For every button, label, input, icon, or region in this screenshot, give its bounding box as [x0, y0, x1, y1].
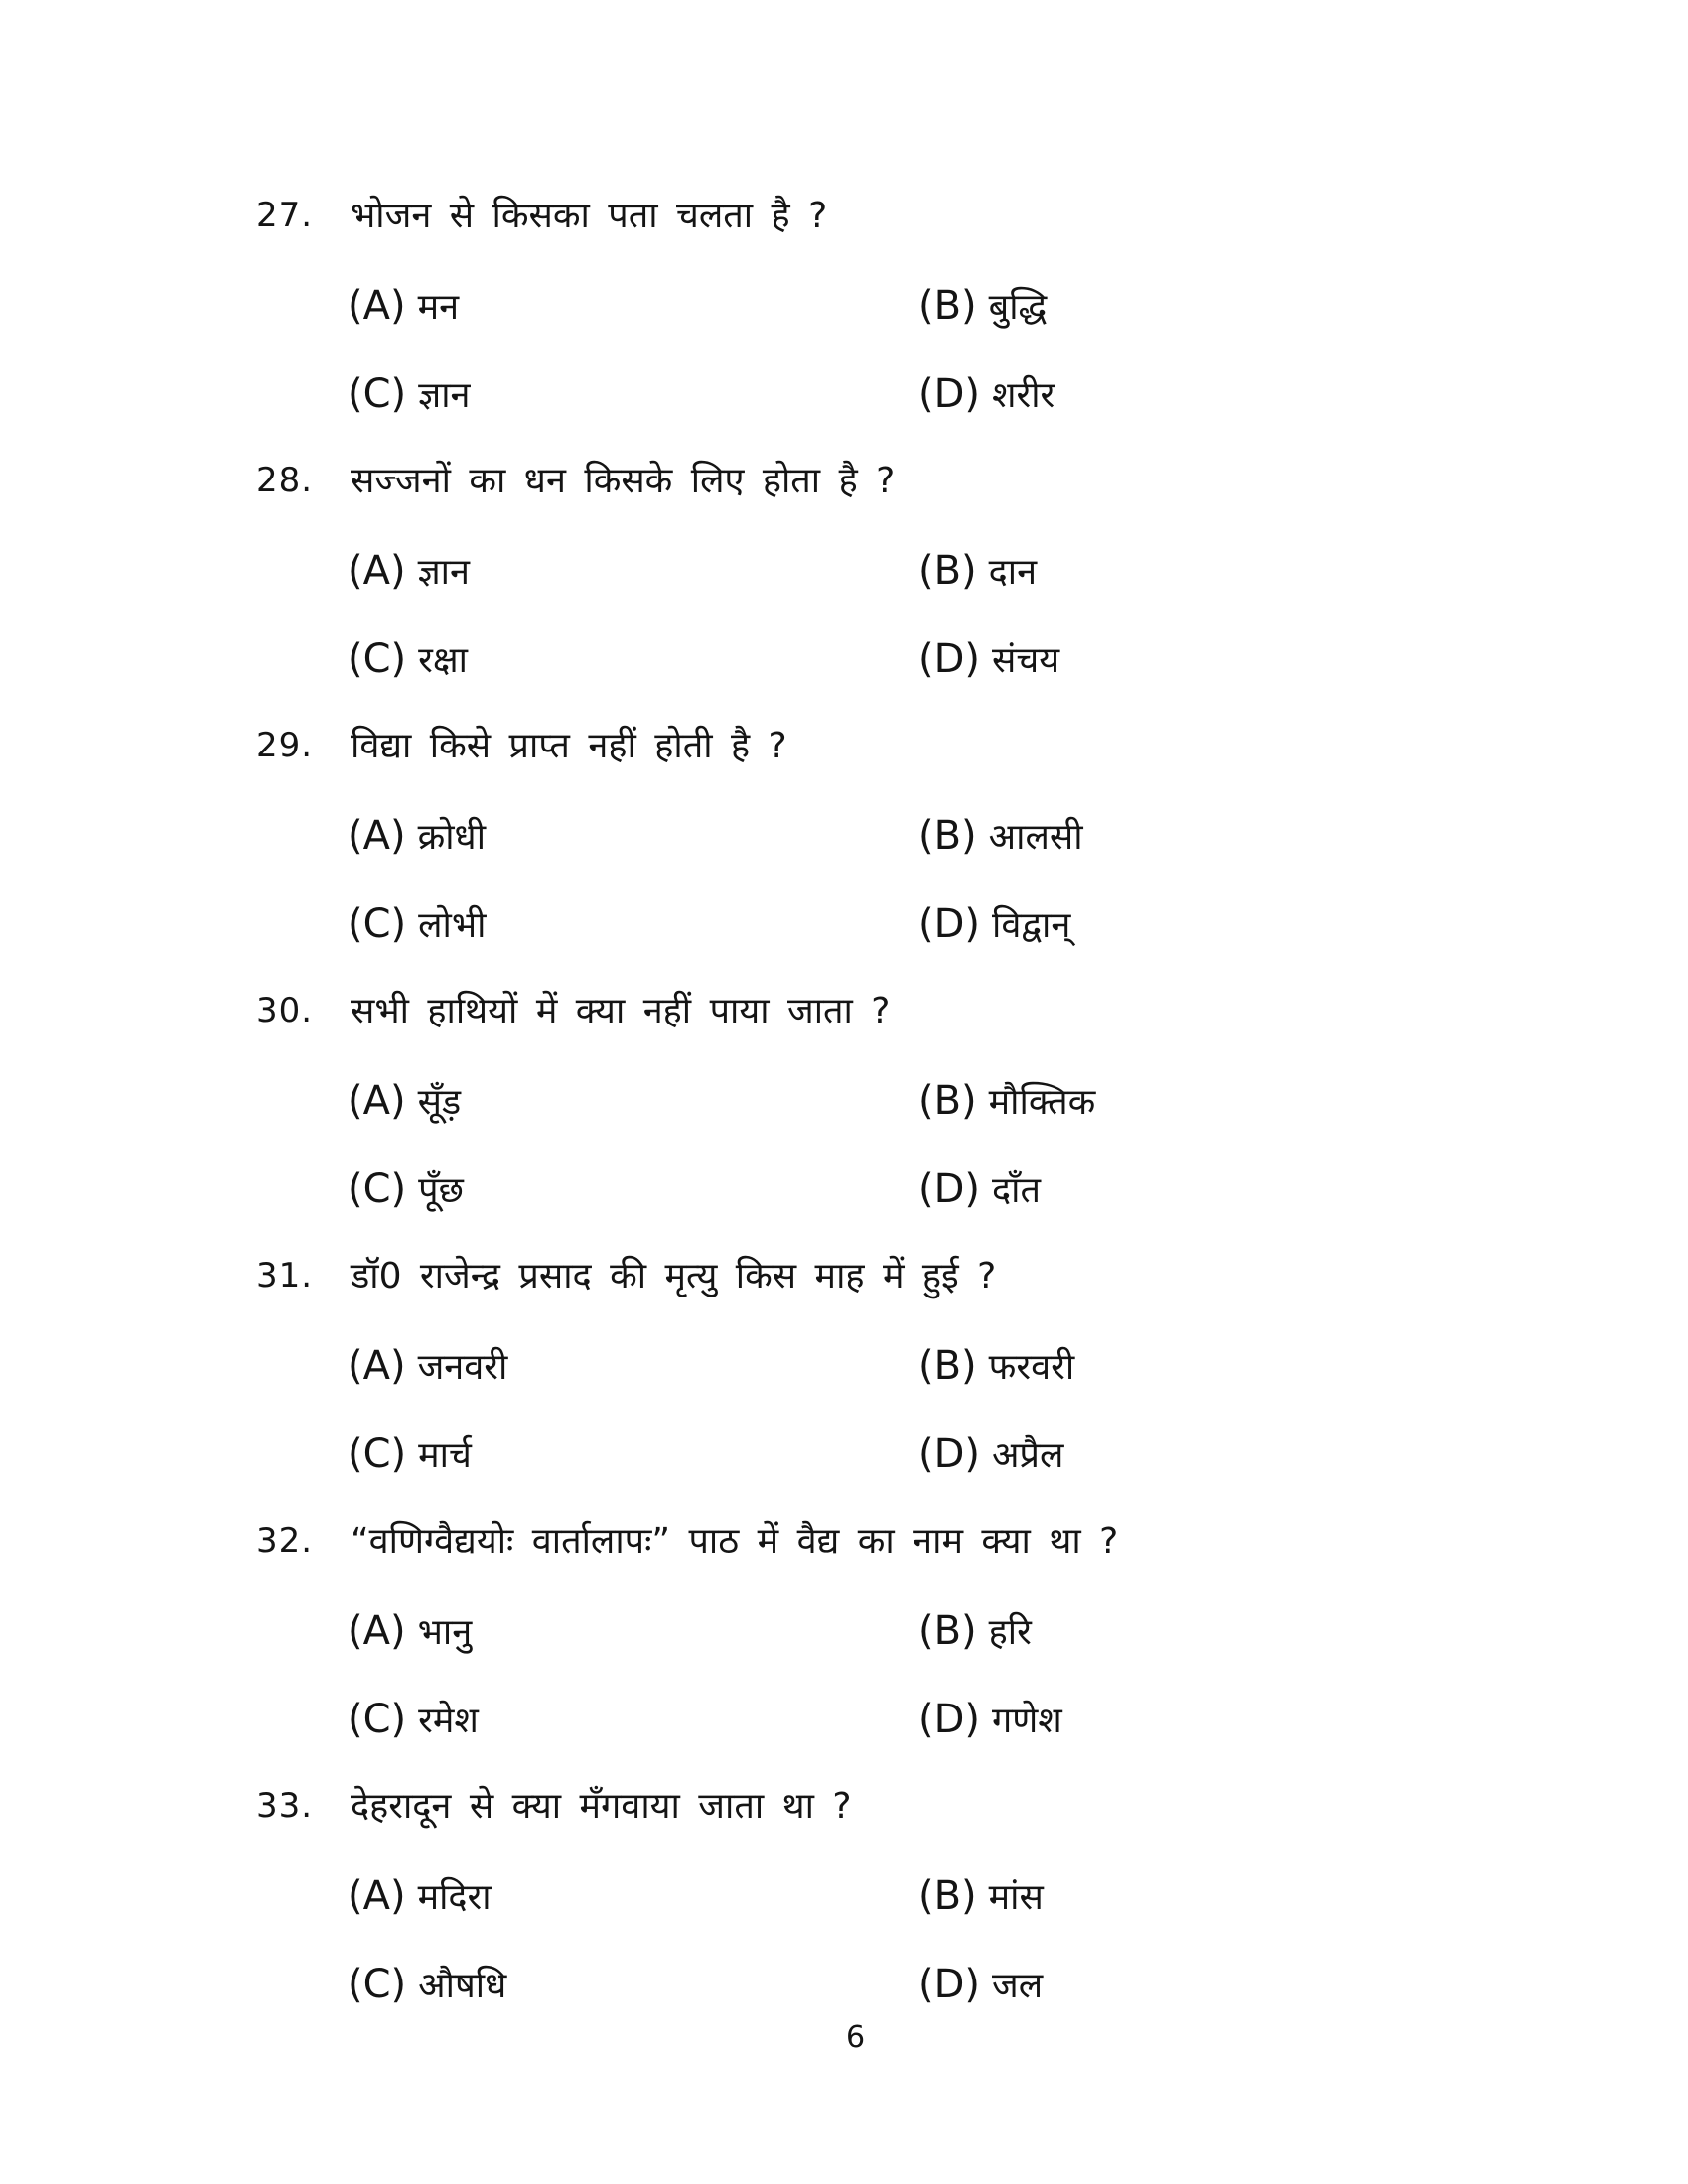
option-c: [348, 1165, 918, 1215]
option-d: [918, 1696, 1062, 1745]
option-b: [918, 1342, 1074, 1392]
option-a-text: मदिरा: [417, 1877, 492, 1918]
option-c-text: रमेश: [418, 1701, 479, 1741]
option-c-text: रक्षा: [418, 640, 469, 681]
option-c-label: (C): [348, 636, 407, 682]
option-b-label: (B): [918, 1078, 977, 1124]
option-b: [918, 1872, 1044, 1922]
option-a: [348, 282, 918, 332]
question-block: [0, 724, 1688, 989]
option-c-text: पूँछ: [418, 1170, 464, 1211]
option-d: [918, 1961, 1043, 2010]
option-c: [348, 635, 918, 685]
option-b-text: फरवरी: [988, 1347, 1075, 1388]
option-a: [348, 1872, 918, 1922]
option-d-text: अप्रैल: [992, 1435, 1064, 1476]
option-d-text: दाँत: [992, 1170, 1041, 1211]
option-b-text: आलसी: [988, 817, 1083, 858]
question-text: सज्जनों का धन किसके लिए होता है ?: [351, 461, 896, 501]
option-d-label: (D): [918, 901, 981, 947]
option-a-label: (A): [348, 1608, 406, 1654]
option-c-label: (C): [348, 901, 407, 947]
option-row-cd: [0, 1431, 1688, 1519]
question-row: [0, 194, 1688, 282]
option-row-cd: [0, 370, 1688, 459]
option-c-text: मार्च: [418, 1435, 472, 1476]
option-a-label: (A): [348, 813, 406, 859]
question-text: “वणिग्वैद्ययोः वार्तालापः” पाठ में वैद्य का नाम क्या था ?: [351, 1521, 1119, 1562]
question-block: [0, 459, 1688, 724]
option-d: [918, 900, 1070, 950]
question-number: 33.: [256, 1786, 314, 1826]
option-row-ab: [0, 282, 1688, 370]
question-row: [0, 989, 1688, 1077]
option-row-ab: [0, 547, 1688, 635]
question-text: विद्या किसे प्राप्त नहीं होती है ?: [351, 726, 787, 766]
option-b: [918, 547, 1037, 597]
option-b-label: (B): [918, 813, 977, 859]
question-number: 30.: [256, 991, 314, 1030]
option-c-label: (C): [348, 1697, 407, 1742]
question-number: 29.: [256, 726, 314, 765]
option-c: [348, 370, 918, 420]
option-a: [348, 812, 918, 862]
option-c-label: (C): [348, 1166, 407, 1212]
option-c: [348, 1431, 918, 1480]
question-text: देहरादून से क्या मँगवाया जाता था ?: [351, 1786, 852, 1827]
option-a-text: जनवरी: [417, 1347, 508, 1388]
option-d-text: गणेश: [992, 1701, 1062, 1741]
option-b: [918, 812, 1083, 862]
option-row-ab: [0, 1342, 1688, 1431]
question-row: [0, 459, 1688, 547]
option-c-text: ज्ञान: [418, 375, 471, 416]
option-b-label: (B): [918, 1873, 977, 1919]
option-b-text: मांस: [988, 1877, 1044, 1918]
option-b-text: बुद्धि: [988, 287, 1048, 328]
option-row-ab: [0, 1077, 1688, 1165]
question-number: 27.: [256, 196, 314, 235]
option-row-cd: [0, 1961, 1688, 2049]
question-text: सभी हाथियों में क्या नहीं पाया जाता ?: [351, 991, 891, 1031]
option-a-label: (A): [348, 1078, 406, 1124]
question-row: [0, 724, 1688, 812]
option-c-label: (C): [348, 1962, 407, 2007]
option-a-text: सूँड़: [417, 1082, 462, 1123]
option-a-text: मन: [417, 287, 460, 328]
option-a-text: ज्ञान: [417, 552, 470, 593]
option-a: [348, 1077, 918, 1127]
option-d: [918, 1431, 1063, 1480]
option-b-label: (B): [918, 548, 977, 594]
option-a-text: क्रोधी: [417, 817, 487, 858]
option-b-text: मौक्तिक: [988, 1082, 1096, 1123]
option-d-label: (D): [918, 1962, 981, 2007]
option-a: [348, 1607, 918, 1657]
option-a-label: (A): [348, 283, 406, 329]
option-a: [348, 1342, 918, 1392]
option-a-label: (A): [348, 548, 406, 594]
option-c: [348, 1961, 918, 2010]
question-number: 28.: [256, 461, 314, 500]
option-d-text: जल: [992, 1966, 1044, 2006]
question-block: [0, 1784, 1688, 2049]
option-row-cd: [0, 1165, 1688, 1254]
option-row-ab: [0, 1872, 1688, 1961]
option-row-cd: [0, 1696, 1688, 1784]
option-d: [918, 635, 1059, 685]
option-b: [918, 1607, 1032, 1657]
option-b: [918, 1077, 1095, 1127]
question-block: [0, 1519, 1688, 1784]
option-a-label: (A): [348, 1343, 406, 1389]
option-row-cd: [0, 635, 1688, 724]
option-d: [918, 1165, 1041, 1215]
option-b-text: हरि: [988, 1612, 1032, 1653]
option-row-ab: [0, 1607, 1688, 1696]
page-number: 6: [846, 2020, 866, 2055]
option-row-cd: [0, 900, 1688, 989]
question-row: [0, 1784, 1688, 1872]
option-b-label: (B): [918, 1343, 977, 1389]
option-a-text: भानु: [417, 1612, 473, 1653]
option-d: [918, 370, 1055, 420]
option-d-label: (D): [918, 636, 981, 682]
option-a: [348, 547, 918, 597]
question-block: [0, 1254, 1688, 1519]
option-b: [918, 282, 1047, 332]
question-list: [0, 194, 1688, 2049]
option-d-label: (D): [918, 1432, 981, 1477]
option-c-text: औषधि: [418, 1966, 507, 2006]
question-row: [0, 1254, 1688, 1342]
option-b-label: (B): [918, 283, 977, 329]
option-a-label: (A): [348, 1873, 406, 1919]
option-d-text: संचय: [992, 640, 1060, 681]
question-row: [0, 1519, 1688, 1607]
option-d-text: शरीर: [992, 375, 1055, 416]
option-d-text: विद्वान्: [992, 905, 1071, 946]
question-block: [0, 194, 1688, 459]
question-number: 32.: [256, 1521, 314, 1561]
option-d-label: (D): [918, 371, 981, 417]
question-block: [0, 989, 1688, 1254]
option-c: [348, 900, 918, 950]
question-text: डॉ0 राजेन्द्र प्रसाद की मृत्यु किस माह में हुई ?: [351, 1256, 997, 1297]
question-text: भोजन से किसका पता चलता है ?: [351, 196, 828, 236]
option-c-label: (C): [348, 371, 407, 417]
option-c-text: लोभी: [418, 905, 487, 946]
option-b-text: दान: [988, 552, 1038, 593]
option-row-ab: [0, 812, 1688, 900]
option-b-label: (B): [918, 1608, 977, 1654]
option-c-label: (C): [348, 1432, 407, 1477]
option-c: [348, 1696, 918, 1745]
question-number: 31.: [256, 1256, 314, 1296]
option-d-label: (D): [918, 1166, 981, 1212]
option-d-label: (D): [918, 1697, 981, 1742]
